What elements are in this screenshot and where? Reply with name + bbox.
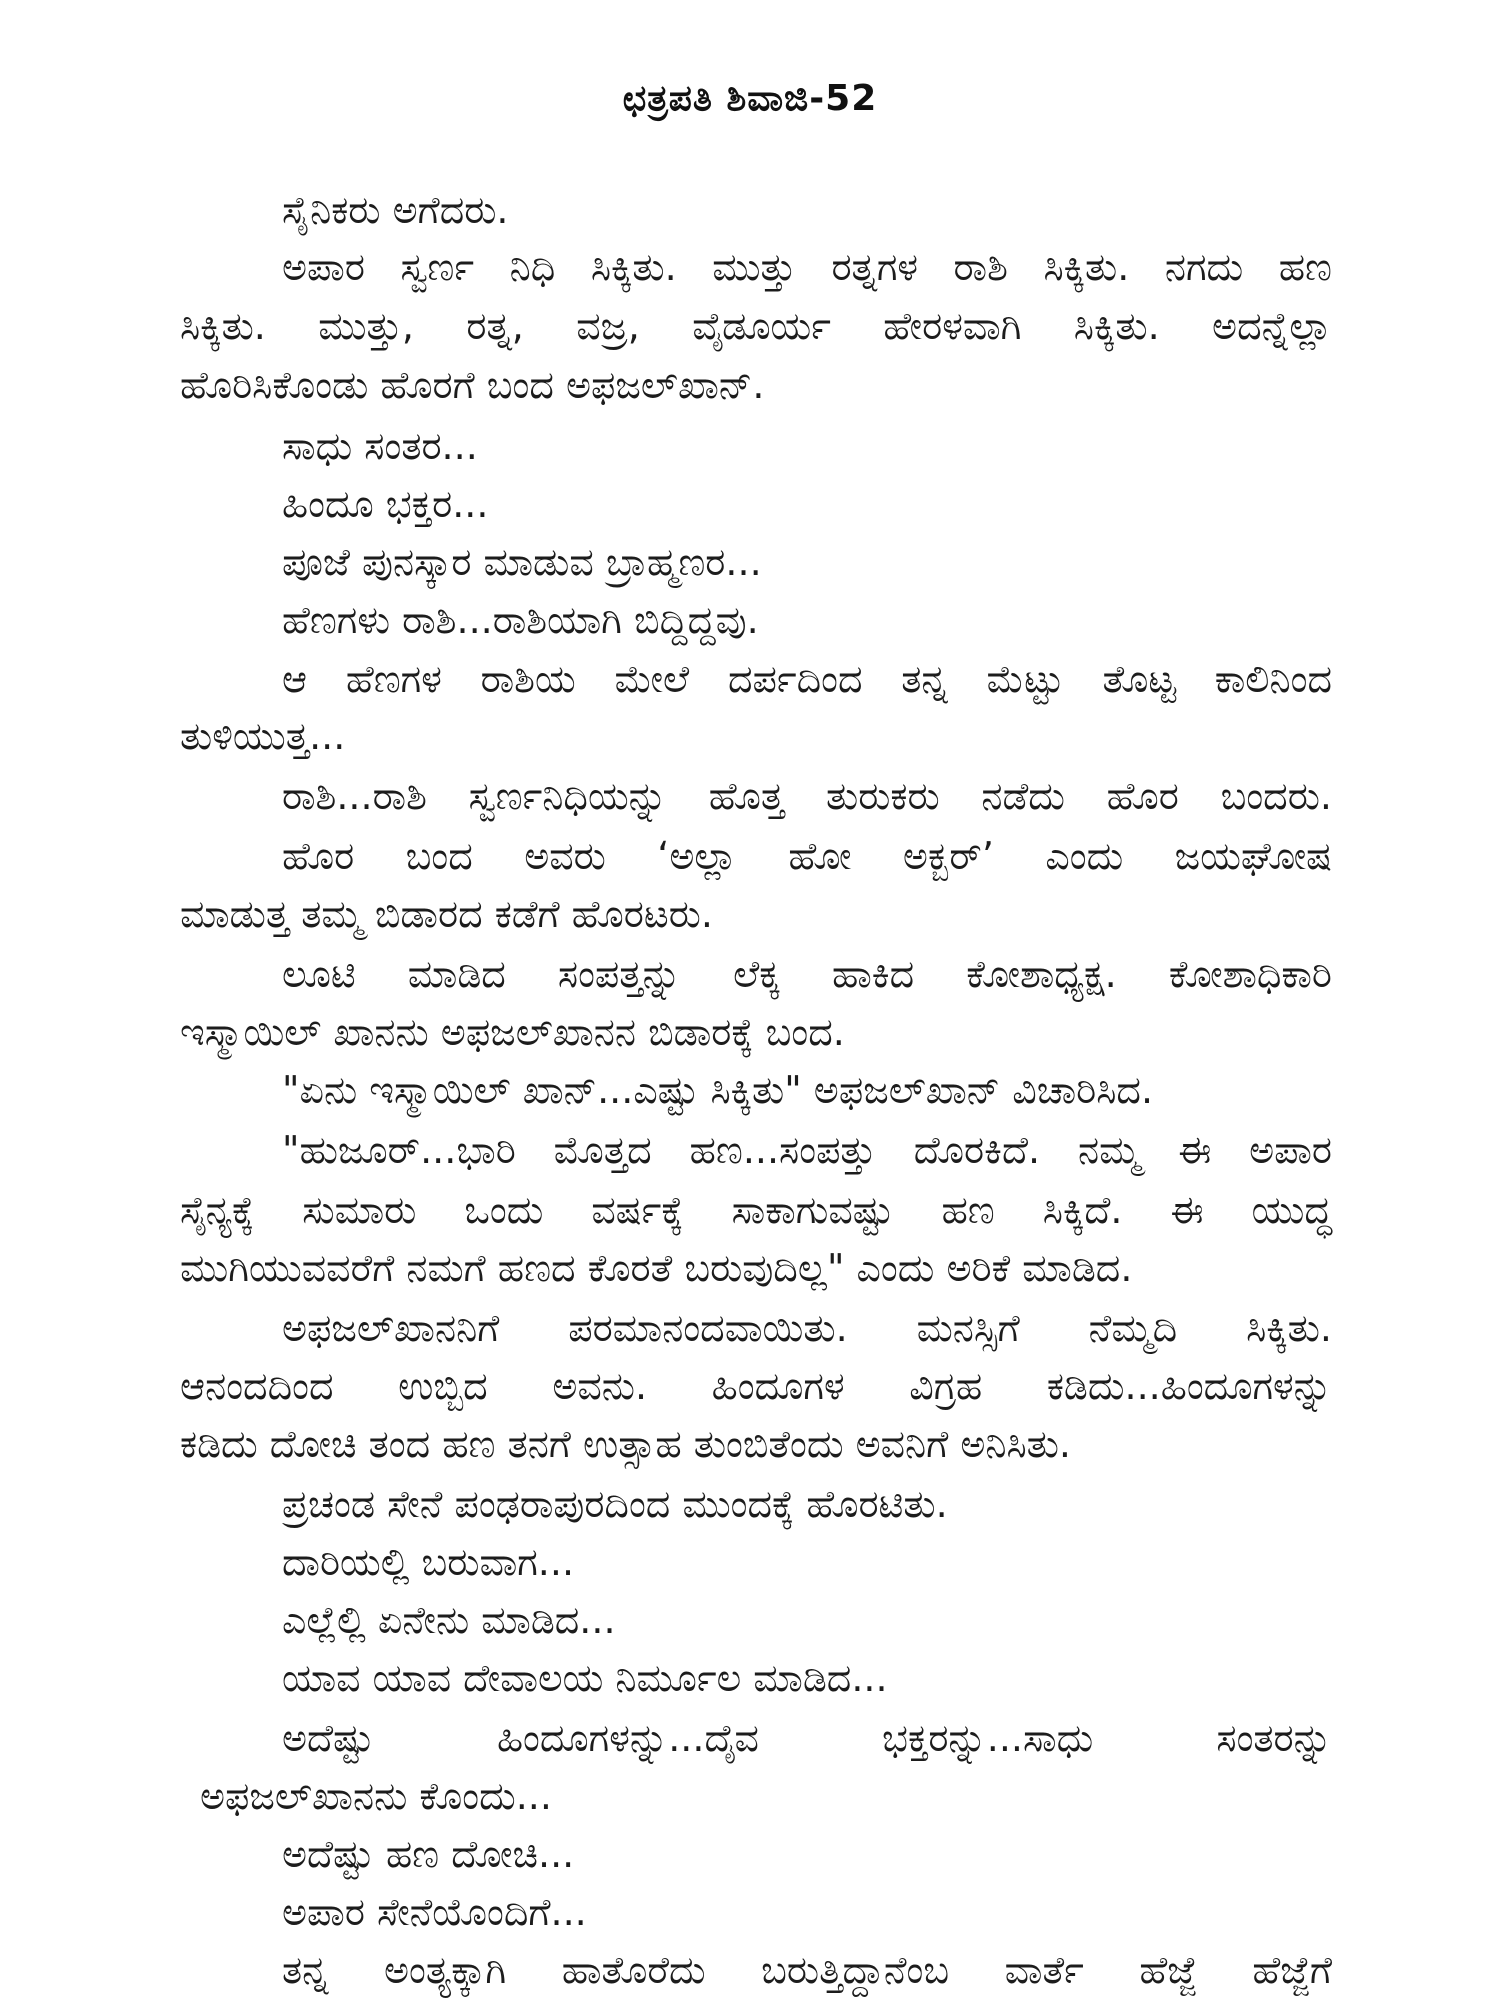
- text-line: "ಹುಜೂರ್...ಭಾರಿ ಮೊತ್ತದ ಹಣ...ಸಂಪತ್ತು ದೊರಕಿದೆ. ನಮ್ಮ ಈ ಅಪಾರ: [282, 1128, 1332, 1172]
- text-line: ಯಾವ ಯಾವ ದೇವಾಲಯ ನಿರ್ಮೂಲ ಮಾಡಿದ...: [282, 1656, 888, 1700]
- text-line: ತನ್ನ ಅಂತ್ಯಕ್ಕಾಗಿ ಹಾತೊರೆದು ಬರುತ್ತಿದ್ದಾನೆಂಬ ವಾರ್ತೆ ಹೆಜ್ಜೆ ಹೆಜ್ಜೆಗೆ: [282, 1948, 1332, 1992]
- page-title: ಛತ್ರಪತಿ ಶಿವಾಜಿ-52: [622, 78, 878, 119]
- text-line: ಲೂಟಿ ಮಾಡಿದ ಸಂಪತ್ತನ್ನು ಲೆಕ್ಕ ಹಾಕಿದ ಕೋಶಾಧ್ಯಕ್ಷ. ಕೋಶಾಧಿಕಾರಿ: [282, 952, 1332, 996]
- text-line: ಪ್ರಚಂಡ ಸೇನೆ ಪಂಢರಾಪುರದಿಂದ ಮುಂದಕ್ಕೆ ಹೊರಟಿತು.: [282, 1482, 948, 1526]
- text-line: "ಏನು ಇಸ್ಮಾಯಿಲ್ ಖಾನ್...ಎಷ್ಟು ಸಿಕ್ಕಿತು" ಅಫಜಲ್‌ಖಾನ್ ವಿಚಾರಿಸಿದ.: [282, 1068, 1154, 1112]
- text-line: ಅಫಜಲ್‌ಖಾನನಿಗೆ ಪರಮಾನಂದವಾಯಿತು. ಮನಸ್ಸಿಗೆ ನೆಮ್ಮದಿ ಸಿಕ್ಕಿತು.: [282, 1306, 1332, 1350]
- text-line: ದಾರಿಯಲ್ಲಿ ಬರುವಾಗ...: [282, 1540, 575, 1584]
- text-line: ಎಲ್ಲೆಲ್ಲಿ ಏನೇನು ಮಾಡಿದ...: [282, 1598, 616, 1642]
- text-line: ಹೊರ ಬಂದ ಅವರು ‘ಅಲ್ಲಾ ಹೋ ಅಕ್ಬರ್’ ಎಂದು ಜಯಘೋಷ: [282, 834, 1332, 878]
- text-line: ಪೂಜೆ ಪುನಸ್ಕಾರ ಮಾಡುವ ಬ್ರಾಹ್ಮಣರ...: [282, 540, 762, 584]
- text-line: ತುಳಿಯುತ್ತ...: [180, 714, 346, 758]
- text-line: ಅದೆಷ್ಟು ಹಣ ದೋಚಿ...: [282, 1832, 575, 1876]
- text-line: ಇಸ್ಮಾಯಿಲ್ ಖಾನನು ಅಫಜಲ್‌ಖಾನನ ಬಿಡಾರಕ್ಕೆ ಬಂದ.: [180, 1010, 845, 1054]
- text-line: ಕಡಿದು ದೋಚಿ ತಂದ ಹಣ ತನಗೆ ಉತ್ಸಾಹ ತುಂಬಿತೆಂದು ಅವನಿಗೆ ಅನಿಸಿತು.: [180, 1422, 1071, 1466]
- text-line: ರಾಶಿ...ರಾಶಿ ಸ್ವರ್ಣನಿಧಿಯನ್ನು ಹೊತ್ತ ತುರುಕರು ನಡೆದು ಹೊರ ಬಂದರು.: [282, 774, 1332, 818]
- text-line: ಸೈನ್ಯಕ್ಕೆ ಸುಮಾರು ಒಂದು ವರ್ಷಕ್ಕೆ ಸಾಕಾಗುವಷ್ಟು ಹಣ ಸಿಕ್ಕಿದೆ. ಈ ಯುದ್ಧ: [180, 1188, 1332, 1232]
- text-line: ಸೈನಿಕರು ಅಗೆದರು.: [282, 188, 509, 232]
- text-line: ಅಪಾರ ಸ್ವರ್ಣ ನಿಧಿ ಸಿಕ್ಕಿತು. ಮುತ್ತು ರತ್ನಗಳ ರಾಶಿ ಸಿಕ್ಕಿತು. ನಗದು ಹಣ: [282, 245, 1332, 289]
- text-line: ಅಫಜಲ್‌ಖಾನನು ಕೊಂದು...: [200, 1774, 552, 1818]
- text-line: ಸಾಧು ಸಂತರ...: [282, 424, 478, 468]
- text-line: ಅಪಾರ ಸೇನೆಯೊಂದಿಗೆ...: [282, 1890, 587, 1934]
- text-line: ಆ ಹೆಣಗಳ ರಾಶಿಯ ಮೇಲೆ ದರ್ಪದಿಂದ ತನ್ನ ಮೆಟ್ಟು ತೊಟ್ಟ ಕಾಲಿನಿಂದ: [282, 657, 1332, 701]
- text-line: ಸಿಕ್ಕಿತು. ಮುತ್ತು, ರತ್ನ, ವಜ್ರ, ವೈಡೂರ್ಯ ಹೇರಳವಾಗಿ ಸಿಕ್ಕಿತು. ಅದನ್ನೆಲ್ಲಾ: [180, 304, 1332, 348]
- text-line: ಹಿಂದೂ ಭಕ್ತರ...: [282, 482, 489, 526]
- text-line: ಆನಂದದಿಂದ ಉಬ್ಬಿದ ಅವನು. ಹಿಂದೂಗಳ ವಿಗ್ರಹ ಕಡಿದು...ಹಿಂದೂಗಳನ್ನು: [180, 1364, 1332, 1408]
- text-line: ಮುಗಿಯುವವರೆಗೆ ನಮಗೆ ಹಣದ ಕೊರತೆ ಬರುವುದಿಲ್ಲ" ಎಂದು ಅರಿಕೆ ಮಾಡಿದ.: [180, 1246, 1133, 1290]
- text-line: ಅದೆಷ್ಟು ಹಿಂದೂಗಳನ್ನು...ದೈವ ಭಕ್ತರನ್ನು...ಸಾಧು ಸಂತರನ್ನು: [282, 1716, 1332, 1760]
- text-line: ಮಾಡುತ್ತ ತಮ್ಮ ಬಿಡಾರದ ಕಡೆಗೆ ಹೊರಟರು.: [180, 892, 713, 936]
- text-line: ಹೊರಿಸಿಕೊಂಡು ಹೊರಗೆ ಬಂದ ಅಫಜಲ್‌ಖಾನ್.: [180, 363, 765, 407]
- text-line: ಹೆಣಗಳು ರಾಶಿ...ರಾಶಿಯಾಗಿ ಬಿದ್ದಿದ್ದವು.: [282, 598, 759, 642]
